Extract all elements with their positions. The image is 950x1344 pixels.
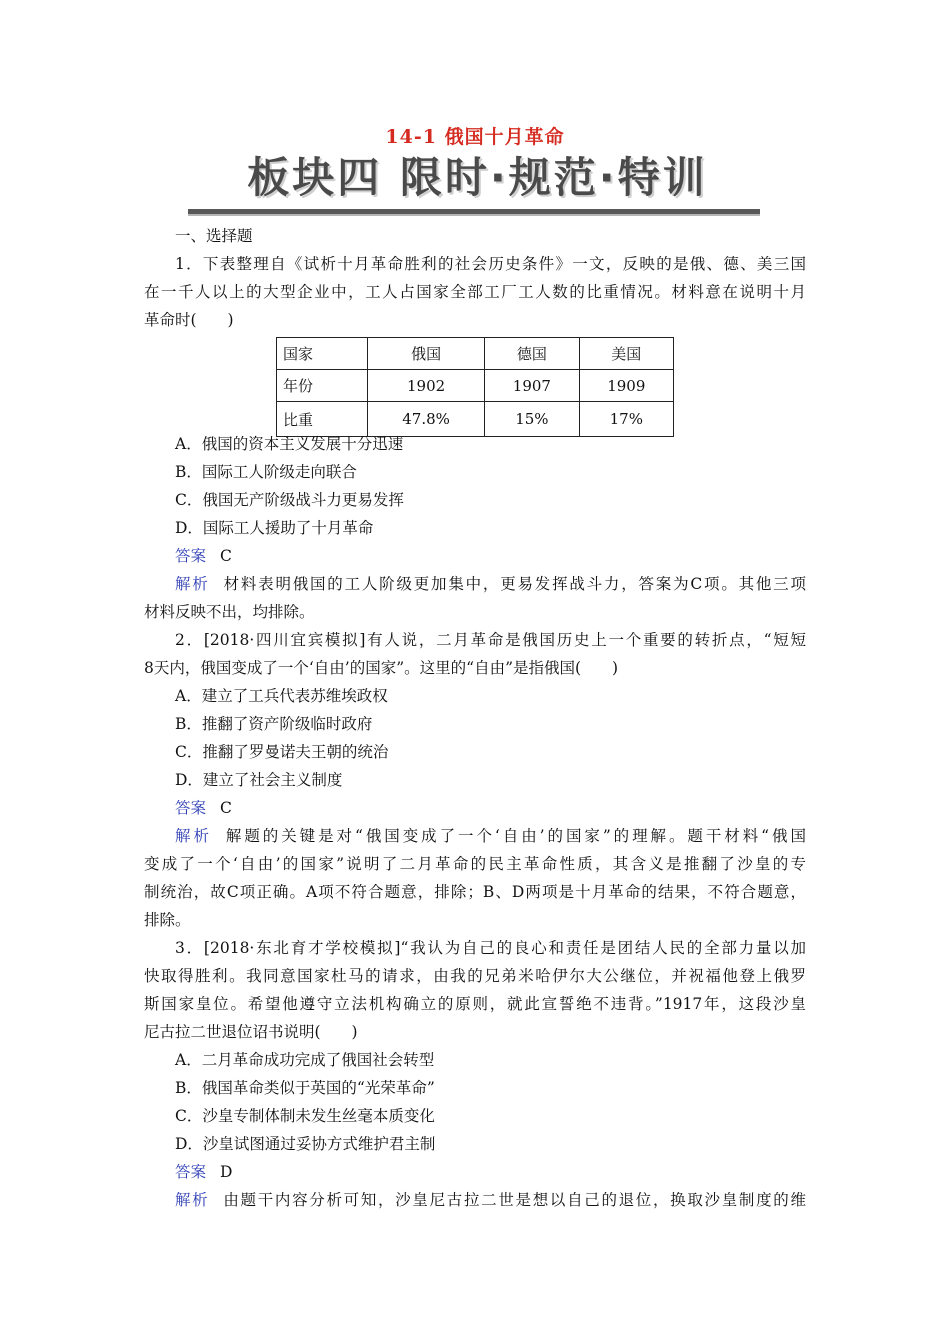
q1-option-c: C．俄国无产阶级战斗力更易发挥 [175, 491, 404, 509]
q1-option-b: B．国际工人阶级走向联合 [175, 463, 357, 481]
table-cell: 1907 [485, 370, 579, 402]
q3-analysis-line [175, 1190, 806, 1210]
analysis-text: 由题干内容分析可知，沙皇尼古拉二世是想以自己的退位，换取沙皇制度的维 [223, 1191, 806, 1209]
q3-option-a: A．二月革命成功完成了俄国社会转型 [175, 1051, 435, 1069]
chapter-title: 14-1 俄国十月革命 [385, 126, 565, 148]
table-cell: 47.8% [368, 402, 485, 437]
table-cell: 比重 [277, 402, 368, 437]
q2-analysis-line: 变成了一个‘自由’的国家”说明了二月革命的民主革命性质，其含义是推翻了沙皇的专 [144, 855, 806, 873]
q2-stem-line: 2．[2018·四川宜宾模拟]有人说，二月革命是俄国历史上一个重要的转折点，“短短 [175, 631, 806, 649]
table-row [277, 370, 674, 402]
q3-option-d: D．沙皇试图通过妥协方式维护君主制 [175, 1135, 436, 1153]
table-cell: 1902 [368, 370, 485, 402]
q3-answer [175, 1162, 232, 1182]
table-row [277, 338, 674, 370]
answer-label: 答案 [175, 547, 207, 565]
table-cell: 德国 [485, 338, 579, 370]
analysis-label: 解析 [175, 827, 212, 845]
table-row [277, 402, 674, 437]
table-cell: 15% [485, 402, 579, 437]
analysis-label: 解析 [175, 1191, 210, 1209]
q3-stem-line: 3．[2018·东北育才学校模拟]“我认为自己的良心和责任是团结人民的全部力量以加 [175, 939, 806, 957]
table-cell: 1909 [579, 370, 673, 402]
analysis-text: 解题的关键是对“俄国变成了一个‘自由’的国家”的理解。题干材料“俄国 [225, 827, 806, 845]
banner-rule [188, 209, 760, 216]
q2-stem-line: 8天内，俄国变成了一个‘自由’的国家”。这里的“自由”是指俄国( ) [144, 659, 619, 677]
q1-option-d: D．国际工人援助了十月革命 [175, 519, 374, 537]
q1-data-table [276, 337, 674, 437]
q3-stem-line: 斯国家皇位。希望他遵守立法机构确立的原则，就此宣誓绝不违背。”1917年，这段沙皇 [144, 995, 806, 1013]
q1-option-a: A．俄国的资本主义发展十分迅速 [175, 435, 404, 453]
table-cell: 17% [579, 402, 673, 437]
q3-option-c: C．沙皇专制体制未发生丝毫本质变化 [175, 1107, 435, 1125]
q1-stem-line: 革命时( ) [144, 311, 234, 329]
q2-option-a: A．建立了工兵代表苏维埃政权 [175, 687, 388, 705]
q1-answer [175, 546, 232, 566]
analysis-text: 材料表明俄国的工人阶级更加集中，更易发挥战斗力，答案为C项。其他三项 [223, 575, 806, 593]
answer-label: 答案 [175, 799, 207, 817]
q2-answer [175, 798, 232, 818]
q2-analysis-line [175, 826, 806, 846]
section-banner [205, 152, 750, 204]
table-cell: 俄国 [368, 338, 485, 370]
q1-analysis-line: 材料反映不出，均排除。 [144, 603, 315, 621]
answer-value: D [220, 1163, 233, 1181]
q3-stem-line: 尼古拉二世退位诏书说明( ) [144, 1023, 358, 1041]
q2-option-d: D．建立了社会主义制度 [175, 771, 343, 789]
q3-option-b: B．俄国革命类似于英国的“光荣革命” [175, 1079, 435, 1097]
table-cell: 年份 [277, 370, 368, 402]
banner-text: 板块四 限时·规范·特训 [247, 153, 708, 202]
q2-analysis-line: 排除。 [144, 911, 191, 929]
table-cell: 美国 [579, 338, 673, 370]
q1-stem-line: 1．下表整理自《试析十月革命胜利的社会历史条件》一文，反映的是俄、德、美三国 [175, 255, 806, 273]
answer-label: 答案 [175, 1163, 207, 1181]
q1-stem-line: 在一千人以上的大型企业中，工人占国家全部工厂工人数的比重情况。材料意在说明十月 [144, 283, 806, 301]
q2-analysis-line: 制统治，故C项正确。A项不符合题意，排除；B、D两项是十月革命的结果，不符合题意， [144, 883, 806, 901]
answer-value: C [220, 799, 232, 817]
answer-value: C [220, 547, 232, 565]
q3-stem-line: 快取得胜利。我同意国家杜马的请求，由我的兄弟米哈伊尔大公继位，并祝福他登上俄罗 [144, 967, 806, 985]
q2-option-c: C．推翻了罗曼诺夫王朝的统治 [175, 743, 389, 761]
q1-analysis-line [175, 574, 806, 594]
q2-option-b: B．推翻了资产阶级临时政府 [175, 715, 373, 733]
analysis-label: 解析 [175, 575, 210, 593]
table-cell: 国家 [277, 338, 368, 370]
section-heading: 一、选择题 [175, 227, 253, 245]
